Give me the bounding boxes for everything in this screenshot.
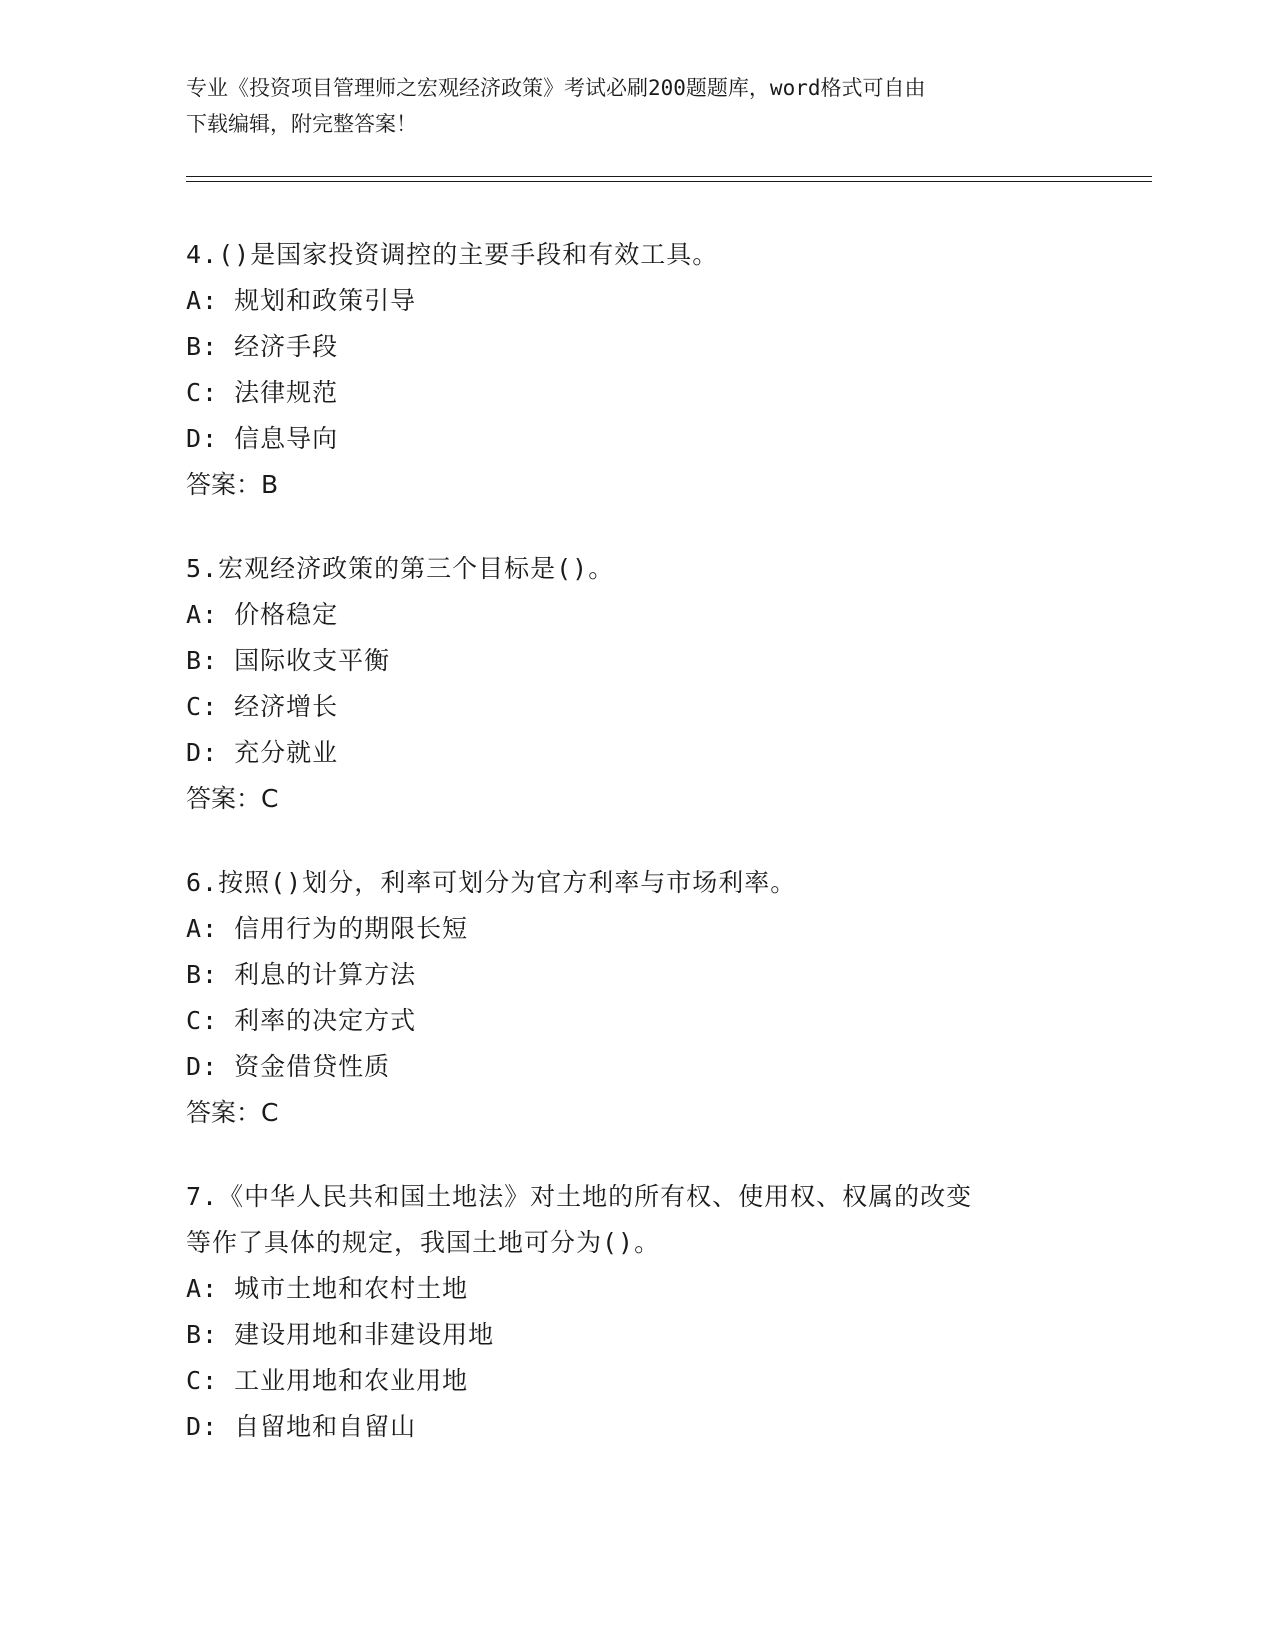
answer-line: 答案：C bbox=[186, 784, 279, 813]
option-c: C: 工业用地和农业用地 bbox=[186, 1366, 469, 1395]
question-stem: 4.()是国家投资调控的主要手段和有效工具。 bbox=[186, 240, 719, 269]
option-d: D: 自留地和自留山 bbox=[186, 1412, 417, 1441]
option-d: D: 资金借贷性质 bbox=[186, 1052, 391, 1081]
option-a: A: 城市土地和农村土地 bbox=[186, 1274, 469, 1303]
option-b: B: 经济手段 bbox=[186, 332, 339, 361]
question-7 bbox=[186, 1174, 1086, 1450]
question-6 bbox=[186, 860, 1086, 1136]
header-line-1: 专业《投资项目管理师之宏观经济政策》考试必刷200题题库，word格式可自由 bbox=[186, 76, 926, 100]
answer-line: 答案：B bbox=[186, 470, 279, 499]
option-d: D: 信息导向 bbox=[186, 424, 339, 453]
option-a: A: 价格稳定 bbox=[186, 600, 339, 629]
header-divider-top bbox=[186, 176, 1152, 177]
option-d: D: 充分就业 bbox=[186, 738, 339, 767]
header-divider-bottom bbox=[186, 181, 1152, 182]
answer-line: 答案：C bbox=[186, 1098, 279, 1127]
document-header bbox=[186, 70, 1066, 142]
question-stem-line-2: 等作了具体的规定，我国土地可分为()。 bbox=[186, 1228, 661, 1257]
question-stem: 5.宏观经济政策的第三个目标是()。 bbox=[186, 554, 615, 583]
option-c: C: 利率的决定方式 bbox=[186, 1006, 417, 1035]
option-b: B: 国际收支平衡 bbox=[186, 646, 391, 675]
question-list bbox=[186, 232, 1086, 1488]
option-a: A: 信用行为的期限长短 bbox=[186, 914, 469, 943]
option-b: B: 建设用地和非建设用地 bbox=[186, 1320, 495, 1349]
option-c: C: 经济增长 bbox=[186, 692, 339, 721]
question-5 bbox=[186, 546, 1086, 822]
header-line-2: 下载编辑，附完整答案！ bbox=[186, 112, 417, 136]
question-stem: 6.按照()划分，利率可划分为官方利率与市场利率。 bbox=[186, 868, 797, 897]
question-4 bbox=[186, 232, 1086, 508]
option-c: C: 法律规范 bbox=[186, 378, 339, 407]
question-stem-line-1: 7.《中华人民共和国土地法》对土地的所有权、使用权、权属的改变 bbox=[186, 1182, 973, 1211]
option-b: B: 利息的计算方法 bbox=[186, 960, 417, 989]
option-a: A: 规划和政策引导 bbox=[186, 286, 417, 315]
